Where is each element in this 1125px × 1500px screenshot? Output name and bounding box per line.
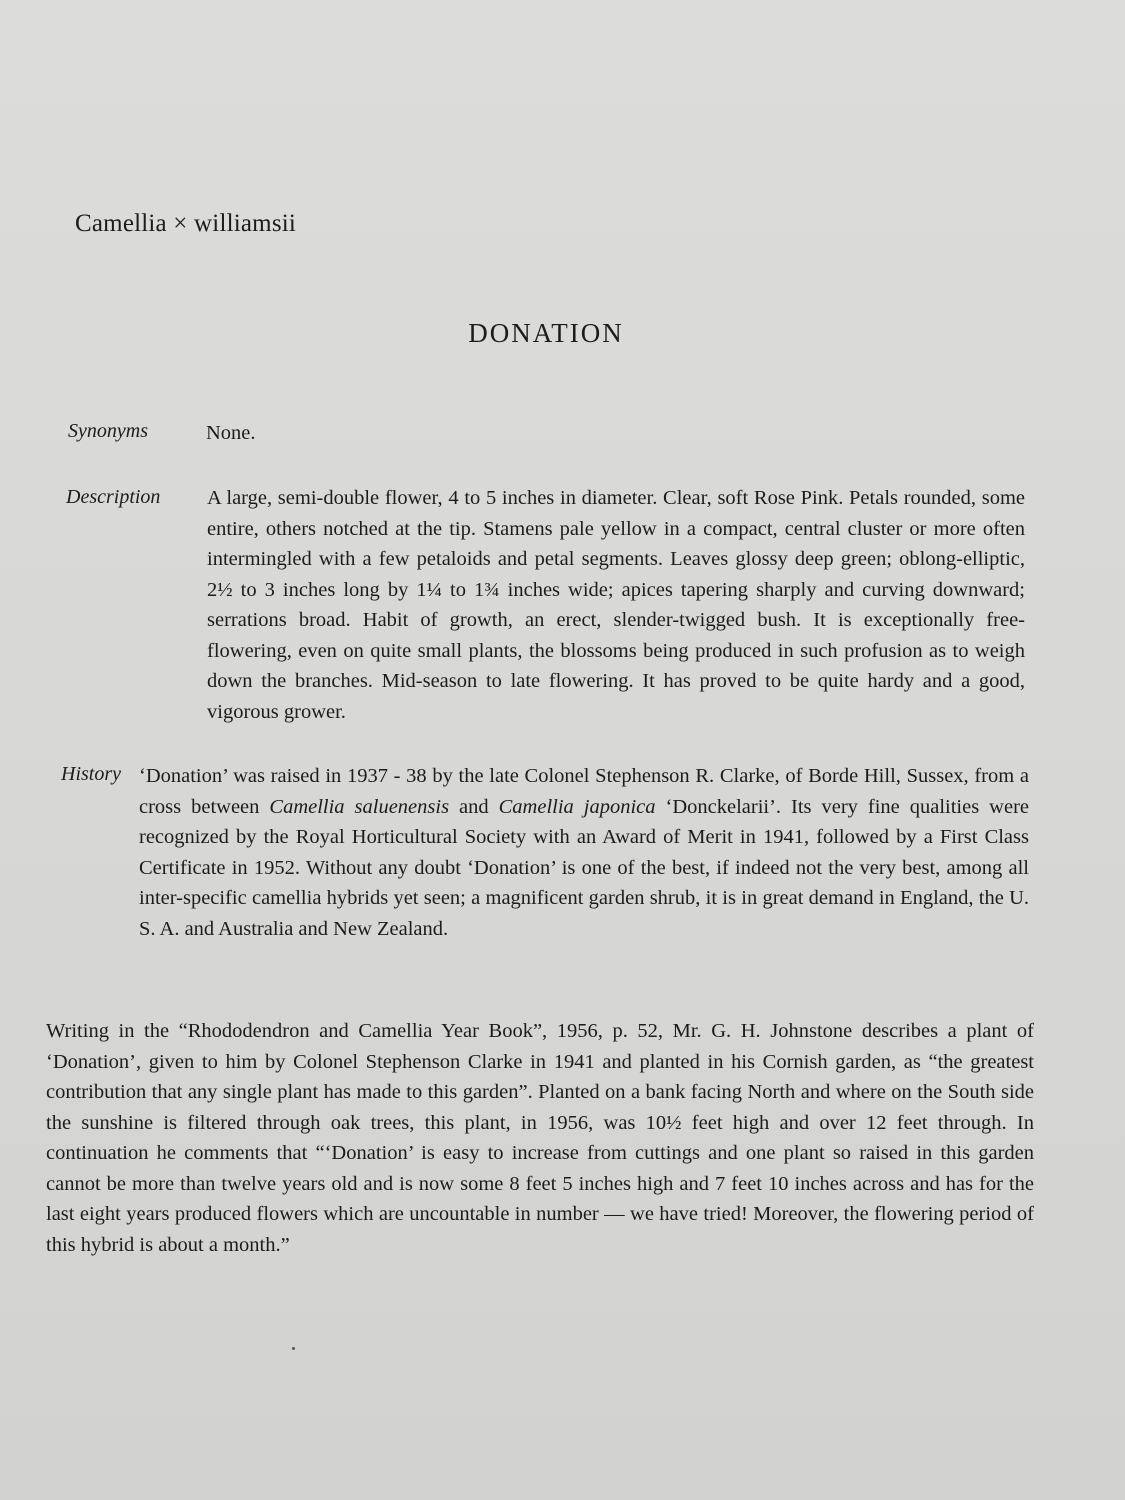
description-label: Description: [66, 486, 161, 508]
cultivar-title: DONATION: [468, 318, 624, 348]
history-text-part-1: ‘Donation’ was raised in 1937 - 38 by the late Colonel Stephenson R. Clarke, of Borde Hill, Sussex, from a cross between: [139, 765, 1029, 818]
history-text-part-2: and: [449, 795, 499, 818]
species-japonica: Camellia japonica: [498, 795, 656, 818]
synonyms-value: None.: [206, 422, 256, 444]
description-text: A large, semi-double flower, 4 to 5 inches in diameter. Clear, soft Rose Pink. Petals rounded, some entire, others notched at the tip. Stamens pale yellow in a compact, central cluster or more often intermingled with a few petaloids and petal segments. Leaves glossy deep green; oblong-elliptic, 2½ to 3 inches long by 1¼ to 1¾ inches wide; apices tapering sharply and curving downward; serrations broad. Habit of growth, an erect, slender-twigged bush. It is exceptionally free-flowering, even on quite small plants, the blossoms being produced in such profusion as to weigh down the branches. Mid-season to late flowering. It has proved to be quite hardy and a good, vigorous grower.: [207, 487, 1025, 723]
genus-heading: Camellia × williamsii: [75, 210, 297, 237]
paper-speck: [292, 1347, 295, 1350]
species-saluenensis: Camellia saluenensis: [269, 795, 450, 818]
history-text: [139, 761, 1029, 944]
history-label: History: [61, 763, 121, 785]
history-text-part-3: ‘Donckelarii’. Its very fine qualities were recognized by the Royal Horticultural Society with an Award of Merit in 1941, followed by a First Class Certificate in 1952. Without any doubt ‘Donation’ is one of the best, if indeed not the very best, among all inter-specific camellia hybrids yet seen; a magnificent garden shrub, it is in great demand in England, the U. S. A. and Australia and New Zealand.: [139, 795, 1030, 940]
synonyms-label: Synonyms: [68, 420, 148, 442]
notes-paragraph: Writing in the “Rhododendron and Camellia Year Book”, 1956, p. 52, Mr. G. H. Johnstone describes a plant of ‘Donation’, given to him by Colonel Stephenson Clarke in 1941 and planted in his Cornish garden, as “the greatest contribution that any single plant has made to this garden”. Planted on a bank facing North and where on the South side the sunshine is filtered through oak trees, this plant, in 1956, was 10½ feet high and over 12 feet through. In continuation he comments that “‘Donation’ is easy to increase from cuttings and one plant so raised in this garden cannot be more than twelve years old and is now some 8 feet 5 inches high and 7 feet 10 inches across and has for the last eight years produced flowers which are uncountable in number — we have tried! Moreover, the flowering period of this hybrid is about a month.”: [46, 1020, 1034, 1256]
